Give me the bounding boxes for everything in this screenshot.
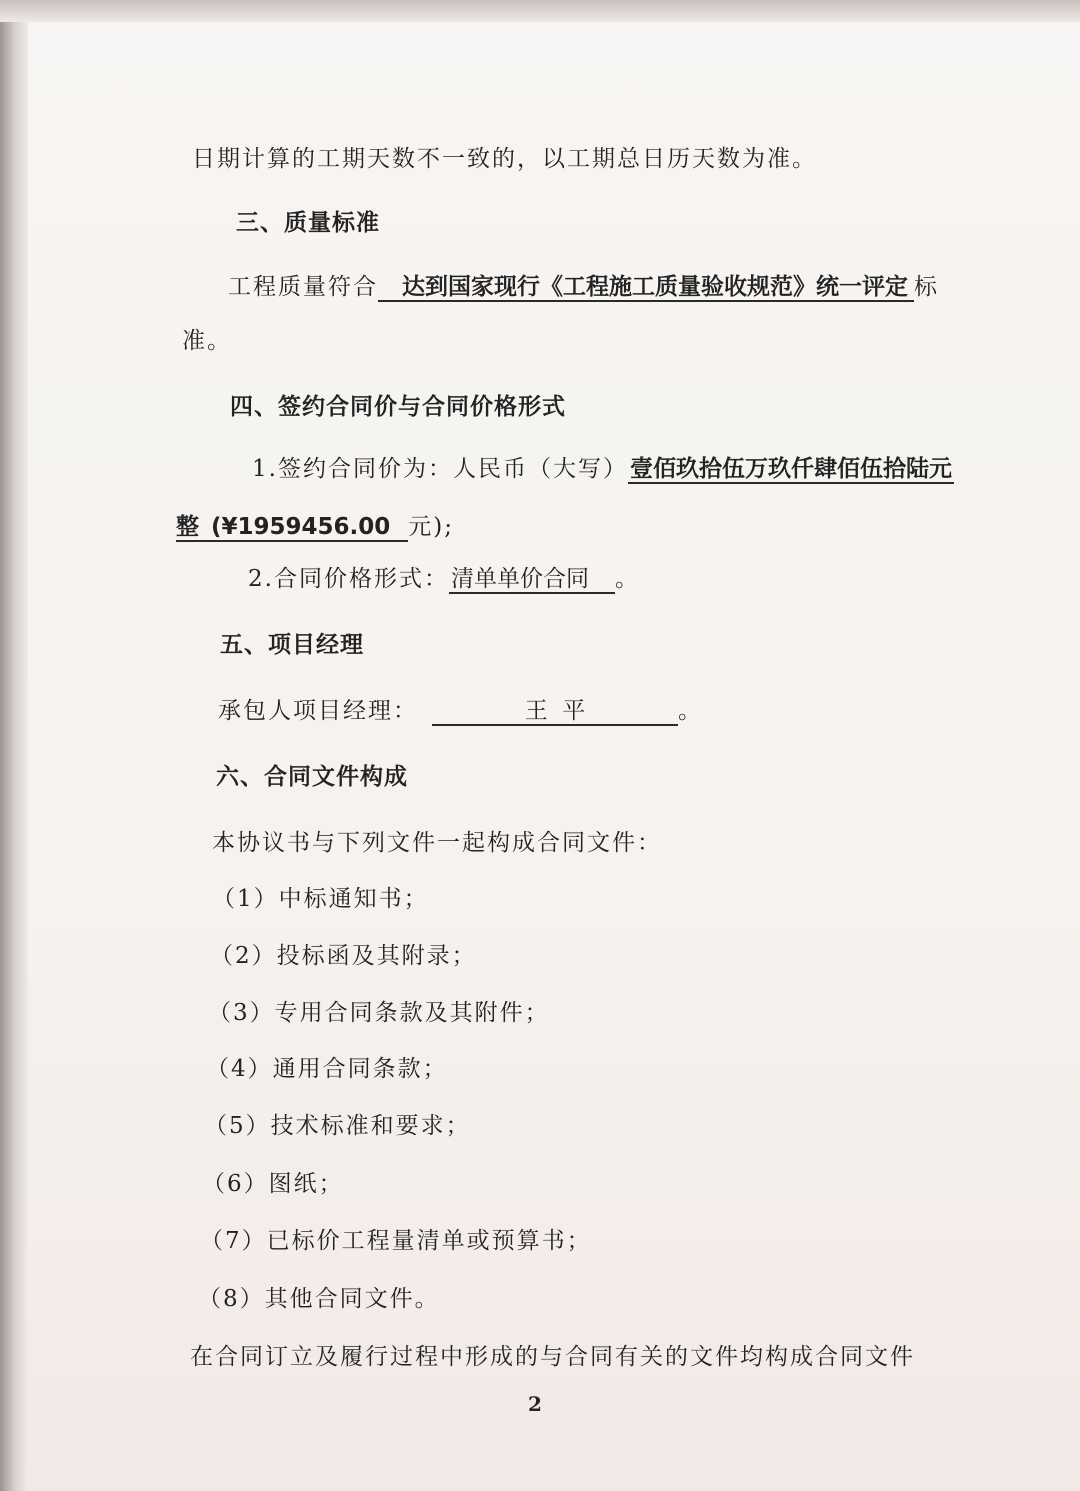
contract-price-number: 1959456.00 [237, 514, 391, 540]
page-number: 2 [528, 1392, 542, 1416]
paragraph-top: 日期计算的工期天数不一致的，以工期总日历天数为准。 [192, 146, 817, 172]
project-manager-label: 承包人项目经理： [218, 698, 418, 724]
price-form-line [248, 564, 640, 594]
document-item: （5）技术标准和要求； [204, 1113, 471, 1139]
contract-price-words-end: 整 [176, 514, 205, 542]
document-item: （2）投标函及其附录； [210, 943, 477, 969]
contract-price-prefix: 1.签约合同价为：人民币（大写） [252, 456, 628, 482]
section-6-heading: 六、合同文件构成 [216, 764, 408, 790]
contract-price-close: 元); [408, 514, 455, 540]
documents-closing: 在合同订立及履行过程中形成的与合同有关的文件均构成合同文件 [190, 1344, 915, 1370]
document-item: （7）已标价工程量清单或预算书； [200, 1228, 592, 1254]
quality-line [228, 272, 939, 302]
contract-price-open: (¥ [211, 514, 238, 540]
section-5-heading: 五、项目经理 [220, 632, 364, 658]
project-manager-name: 王 平 [432, 698, 678, 726]
project-manager-line [218, 696, 703, 726]
documents-intro: 本协议书与下列文件一起构成合同文件： [212, 830, 662, 856]
paper-edge-top [0, 0, 1080, 22]
paper-edge-left [0, 0, 28, 1491]
price-form-value: 清单单价合同 [449, 566, 615, 594]
document-item: （3）专用合同条款及其附件； [208, 1000, 550, 1026]
quality-suffix: 标 [914, 274, 939, 300]
project-manager-end: 。 [678, 698, 703, 724]
document-item: （4）通用合同条款； [206, 1056, 448, 1082]
contract-price-words: 壹佰玖拾伍万玖仟肆佰伍拾陆元 [629, 456, 952, 482]
price-form-end: 。 [614, 566, 640, 592]
price-form-prefix: 2.合同价格形式： [248, 566, 449, 592]
quality-line-continued: 准。 [182, 328, 232, 354]
document-item: （6）图纸； [202, 1171, 344, 1197]
quality-prefix: 工程质量符合 [228, 274, 378, 300]
contract-price-line-2 [176, 512, 454, 542]
section-4-heading: 四、签约合同价与合同价格形式 [230, 394, 566, 420]
quality-standard-value: 达到国家现行《工程施工质量验收规范》统一评定 [378, 274, 914, 302]
document-item: （1）中标通知书； [212, 886, 429, 912]
document-item: （8）其他合同文件。 [198, 1286, 440, 1312]
section-3-heading: 三、质量标准 [236, 210, 380, 236]
contract-price-line [252, 454, 954, 484]
